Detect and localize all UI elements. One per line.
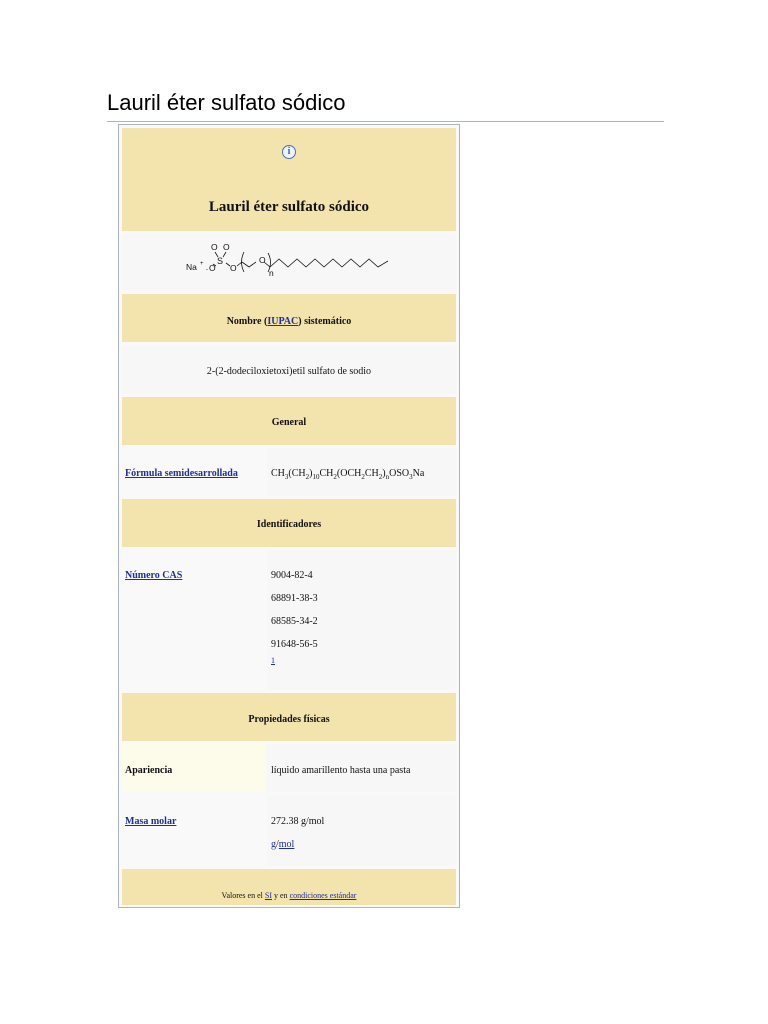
struct-s: S (217, 256, 224, 266)
general-section-title: General (271, 417, 307, 428)
infobox-title-row (122, 128, 456, 231)
struct-o1: O (209, 263, 216, 273)
identifiers-section-title: Identificadores (256, 519, 322, 530)
cas-label-link[interactable]: Número CAS (125, 570, 183, 581)
molar-mass-row (122, 795, 456, 866)
molar-mass-label-link[interactable]: Masa molar (125, 816, 177, 827)
physical-section-header (122, 693, 456, 741)
unit-g-link[interactable]: g (271, 839, 276, 850)
cas-value: 68891-38-3 (271, 593, 318, 604)
info-icon[interactable]: i (282, 145, 296, 159)
cas-value: 9004-82-4 (271, 570, 313, 581)
iupac-section-prefix: Nombre ( (226, 316, 268, 327)
formula-value: $CH_3(CH_2)_{10}CH_2(OCH_2CH_2)_nOSO_3Na$ (267, 448, 456, 496)
cas-reference-link[interactable]: 1 (271, 656, 275, 665)
struct-minus: - (206, 267, 208, 273)
infobox-title: Lauril éter sulfato sódico (208, 199, 370, 215)
cas-values (267, 550, 456, 690)
appearance-label: Apariencia (122, 744, 266, 792)
cas-value: 91648-56-5 (271, 639, 318, 650)
struct-plus: + (200, 261, 204, 267)
structure-row (122, 234, 456, 291)
infobox-footer: Valores en el SI y en condiciones estándar (122, 869, 456, 905)
page-title: Lauril éter sulfato sódico (107, 90, 346, 115)
struct-na-label: Na (186, 262, 197, 272)
struct-o3: O (259, 255, 266, 265)
iupac-link[interactable]: IUPAC (267, 316, 299, 327)
iupac-section-header (122, 294, 456, 342)
unit-mol-link[interactable]: mol (278, 839, 295, 850)
formula-label-link[interactable]: Fórmula semidesarrollada (125, 468, 238, 479)
struct-bonds (213, 252, 388, 272)
physical-section-title: Propiedades físicas (248, 714, 330, 725)
chemical-structure-diagram (122, 234, 458, 291)
cas-row (122, 550, 456, 690)
general-section-header (122, 397, 456, 445)
iupac-name: 2-(2-dodeciloxietoxi)etil sulfato de sodio (206, 366, 372, 377)
cas-value: 68585-34-2 (271, 616, 318, 627)
appearance-value: líquido amarillento hasta una pasta (267, 744, 456, 792)
standard-conditions-link[interactable]: condiciones estándar (289, 891, 357, 900)
iupac-name-row (122, 346, 456, 394)
si-link[interactable]: SI (264, 891, 272, 900)
struct-o-top2: O (223, 242, 230, 252)
molar-mass-value: 272.38 g/mol (271, 816, 325, 827)
struct-o-top1: O (211, 242, 218, 252)
molar-mass-unit: g/mol (271, 839, 295, 850)
appearance-row (122, 744, 456, 792)
iupac-section-suffix: ) sistemático (298, 316, 352, 327)
formula-row (122, 448, 456, 496)
struct-o2: O (230, 263, 237, 273)
chem-infobox (118, 124, 460, 908)
identifiers-section-header (122, 499, 456, 547)
struct-n: n (269, 268, 274, 278)
title-divider (107, 121, 664, 122)
